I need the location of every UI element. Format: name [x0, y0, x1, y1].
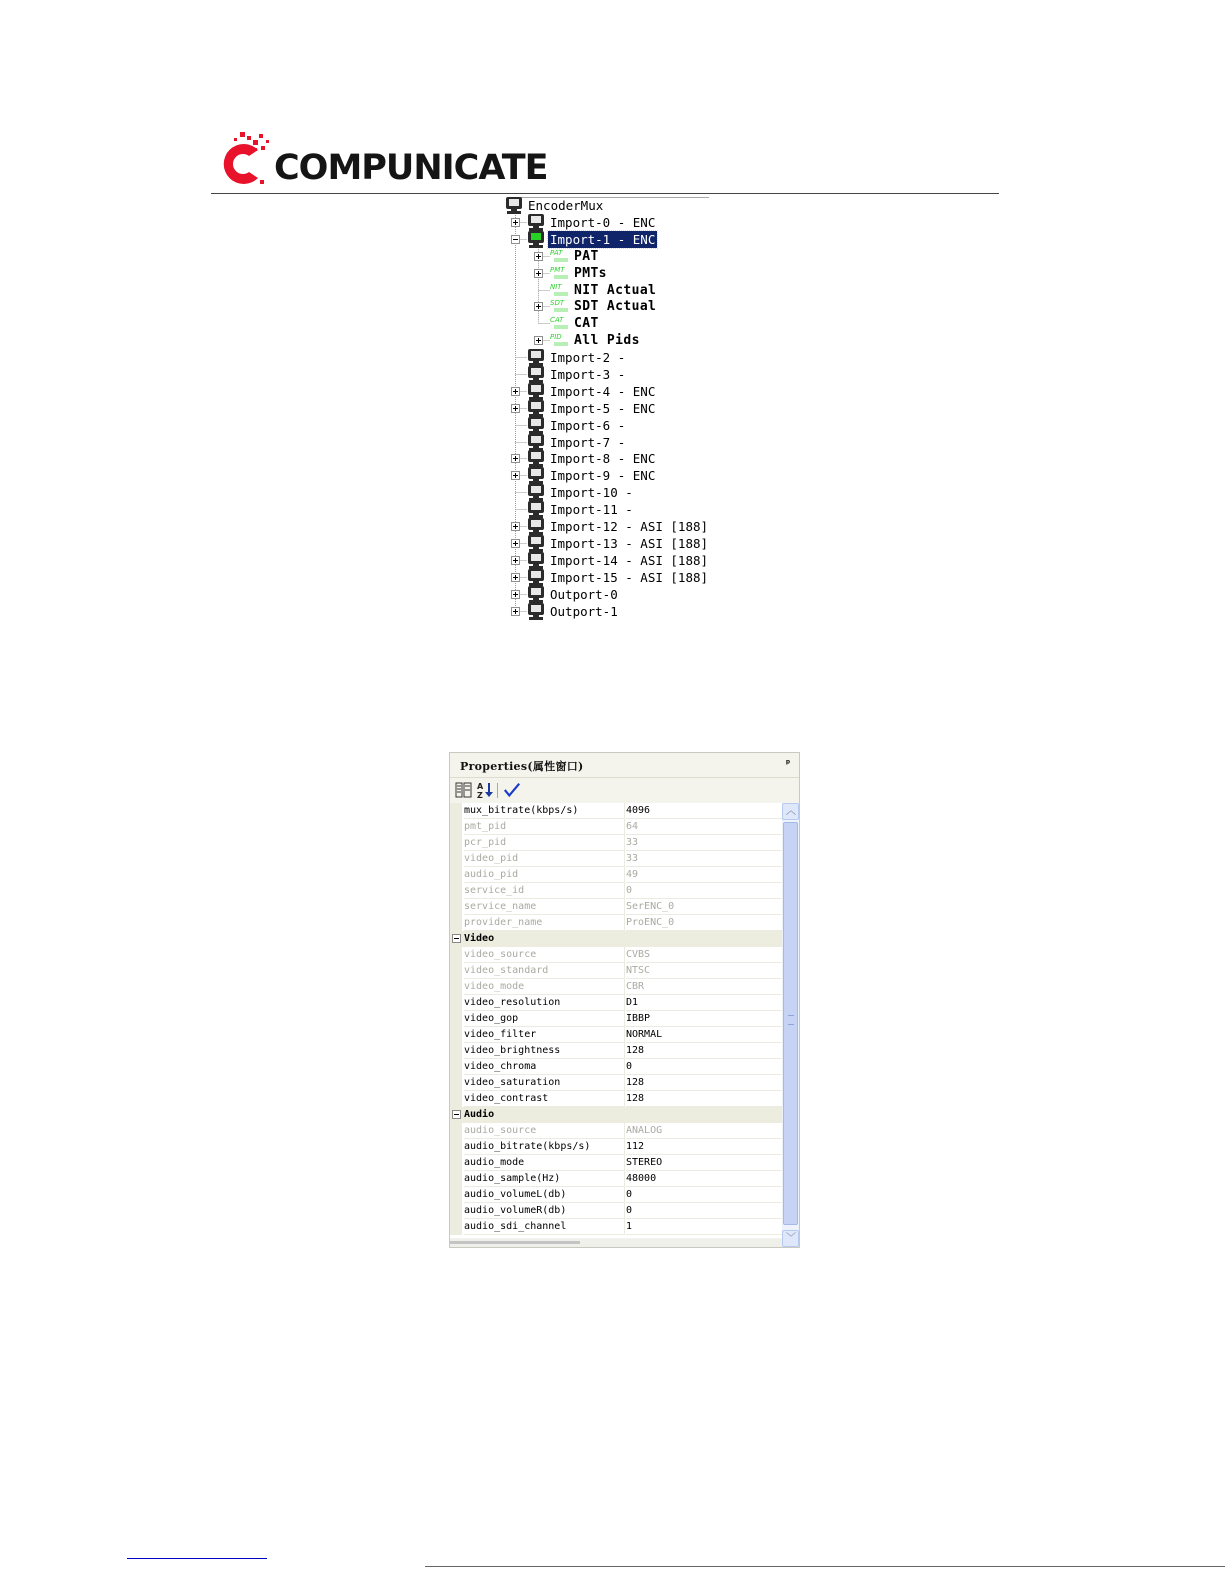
- properties-title: Properties(属性窗口): [460, 760, 584, 773]
- row-gutter: [450, 819, 462, 835]
- monitor-icon: [527, 467, 545, 484]
- tree-child-node[interactable]: [503, 315, 709, 332]
- monitor-icon: [527, 603, 545, 620]
- monitor-icon: [527, 501, 545, 518]
- property-row[interactable]: [450, 867, 782, 883]
- tree-node[interactable]: [503, 349, 709, 366]
- tree-node-label: Import-10 -: [550, 485, 633, 500]
- property-name: video_source: [464, 947, 625, 963]
- property-row[interactable]: [450, 1203, 782, 1219]
- property-name: pmt_pid: [464, 819, 625, 835]
- property-row[interactable]: [450, 1011, 782, 1027]
- monitor-icon: [527, 569, 545, 586]
- property-value[interactable]: D1: [626, 995, 782, 1011]
- property-value: SerENC_0: [626, 899, 782, 915]
- property-value[interactable]: STEREO: [626, 1155, 782, 1171]
- property-name: audio_pid: [464, 867, 625, 883]
- property-value[interactable]: 128: [626, 1075, 782, 1091]
- category-label: Video: [464, 933, 495, 944]
- tree-node-label: Import-12 - ASI [188]: [550, 519, 709, 534]
- tree-child-node[interactable]: [503, 282, 709, 299]
- property-name: video_pid: [464, 851, 625, 867]
- property-name: service_name: [464, 899, 625, 915]
- expand-plus-icon[interactable]: [511, 590, 520, 599]
- property-value: 64: [626, 819, 782, 835]
- tree-node[interactable]: [503, 569, 709, 586]
- tree-node-label: SDT Actual: [574, 299, 657, 314]
- logo-mark-icon: [214, 128, 274, 192]
- monitor-icon: [527, 552, 545, 569]
- tree-node[interactable]: [503, 603, 709, 620]
- property-row[interactable]: [450, 947, 782, 963]
- row-gutter: [450, 915, 462, 931]
- property-name: audio_volumeR(db): [464, 1203, 625, 1219]
- monitor-icon: [527, 586, 545, 603]
- property-name: mux_bitrate(kbps/s): [464, 803, 625, 819]
- property-row[interactable]: [450, 963, 782, 979]
- property-row[interactable]: [450, 1155, 782, 1171]
- property-row[interactable]: [450, 1043, 782, 1059]
- property-row[interactable]: [450, 1187, 782, 1203]
- property-value: CVBS: [626, 947, 782, 963]
- expand-plus-icon[interactable]: [534, 302, 543, 311]
- tree-node-label: Import-4 - ENC: [550, 384, 656, 399]
- expand-plus-icon[interactable]: [534, 269, 543, 278]
- expand-plus-icon[interactable]: [534, 336, 543, 345]
- tree-node-label: Import-7 -: [550, 435, 626, 450]
- row-gutter: [450, 995, 462, 1011]
- footer-link-underline: [127, 1558, 267, 1559]
- tree-node[interactable]: [503, 484, 709, 501]
- expand-plus-icon[interactable]: [511, 607, 520, 616]
- tree-node[interactable]: [503, 467, 709, 484]
- row-gutter: [450, 835, 462, 851]
- expand-plus-icon[interactable]: [511, 387, 520, 396]
- property-row[interactable]: [450, 915, 782, 931]
- property-value: 0: [626, 883, 782, 899]
- category-row[interactable]: [450, 1107, 782, 1123]
- property-value[interactable]: NORMAL: [626, 1027, 782, 1043]
- property-row[interactable]: [450, 835, 782, 851]
- row-gutter: [450, 947, 462, 963]
- row-gutter: [450, 963, 462, 979]
- row-gutter: [450, 1155, 462, 1171]
- property-name: audio_source: [464, 1123, 625, 1139]
- row-gutter: [450, 1027, 462, 1043]
- horizontal-scrollbar[interactable]: [450, 1239, 782, 1247]
- property-row[interactable]: [450, 819, 782, 835]
- tree-node[interactable]: [503, 552, 709, 569]
- table-icon: PID: [550, 333, 572, 347]
- table-icon: CAT: [550, 316, 572, 330]
- row-gutter: [450, 1043, 462, 1059]
- property-value: 33: [626, 835, 782, 851]
- table-icon: PAT: [550, 249, 572, 263]
- property-row[interactable]: [450, 883, 782, 899]
- expand-plus-icon[interactable]: [511, 404, 520, 413]
- property-row[interactable]: [450, 1123, 782, 1139]
- tree-node[interactable]: [503, 400, 709, 417]
- property-name: video_chroma: [464, 1059, 625, 1075]
- tree-node[interactable]: [503, 434, 709, 451]
- property-name: video_resolution: [464, 995, 625, 1011]
- property-name: video_brightness: [464, 1043, 625, 1059]
- property-row[interactable]: [450, 899, 782, 915]
- row-gutter: [450, 979, 462, 995]
- properties-title-bar: [450, 753, 799, 778]
- scroll-down-button[interactable]: [782, 1230, 799, 1247]
- expand-plus-icon[interactable]: [511, 539, 520, 548]
- alphabetical-sort-icon[interactable]: [476, 781, 494, 799]
- property-value[interactable]: IBBP: [626, 1011, 782, 1027]
- category-label: Audio: [464, 1109, 495, 1120]
- monitor-icon: [527, 450, 545, 467]
- row-gutter: [450, 803, 462, 819]
- table-icon: NIT: [550, 283, 572, 297]
- vertical-scrollbar[interactable]: [782, 803, 799, 1247]
- row-gutter: [450, 1123, 462, 1139]
- monitor-icon: [527, 417, 545, 434]
- tree-node[interactable]: [503, 231, 709, 248]
- properties-toolbar: [450, 778, 799, 802]
- property-row[interactable]: [450, 1219, 782, 1235]
- pin-icon[interactable]: ᵖ: [784, 757, 792, 770]
- property-value[interactable]: 0: [626, 1203, 782, 1219]
- monitor-icon: [527, 434, 545, 451]
- property-name: audio_sample(Hz): [464, 1171, 625, 1187]
- row-gutter: [450, 883, 462, 899]
- expand-plus-icon[interactable]: [511, 471, 520, 480]
- expand-plus-icon[interactable]: [534, 252, 543, 261]
- tree-node-label: Import-6 -: [550, 418, 626, 433]
- tree-node-label: Import-2 -: [550, 350, 626, 365]
- property-value: CBR: [626, 979, 782, 995]
- collapse-minus-icon[interactable]: [452, 1110, 461, 1119]
- tree-node-label: Import-0 - ENC: [550, 215, 656, 230]
- tree-node[interactable]: [503, 383, 709, 400]
- tree-node-label: Import-8 - ENC: [550, 451, 656, 466]
- scroll-up-button[interactable]: [782, 803, 799, 820]
- category-row[interactable]: [450, 931, 782, 947]
- tree-root-label: EncoderMux: [528, 198, 604, 213]
- tree-node[interactable]: [503, 518, 709, 535]
- collapse-minus-icon[interactable]: [511, 235, 520, 244]
- monitor-icon: [505, 197, 523, 214]
- row-gutter: [450, 1187, 462, 1203]
- header-divider: [211, 193, 999, 194]
- tree-node-label: Import-14 - ASI [188]: [550, 553, 709, 568]
- property-value: 33: [626, 851, 782, 867]
- tree-node-label: Outport-1: [550, 604, 618, 619]
- property-name: video_contrast: [464, 1091, 625, 1107]
- horizontal-scroll-thumb[interactable]: [450, 1241, 580, 1244]
- property-name: video_saturation: [464, 1075, 625, 1091]
- row-gutter: [450, 899, 462, 915]
- property-value[interactable]: 128: [626, 1091, 782, 1107]
- property-name: audio_volumeL(db): [464, 1187, 625, 1203]
- monitor-icon: [527, 214, 545, 231]
- property-row[interactable]: [450, 851, 782, 867]
- row-gutter: [450, 1219, 462, 1235]
- row-gutter: [450, 1203, 462, 1219]
- tree-node[interactable]: [503, 214, 709, 231]
- property-value: ANALOG: [626, 1123, 782, 1139]
- monitor-icon: [527, 349, 545, 366]
- tree-node-label: Import-5 - ENC: [550, 401, 656, 416]
- monitor-icon: [527, 231, 545, 248]
- property-value: 49: [626, 867, 782, 883]
- chevron-up-icon: ︿: [786, 806, 796, 817]
- property-value[interactable]: 112: [626, 1139, 782, 1155]
- table-icon: PMT: [550, 266, 572, 280]
- tree-node-label: Import-3 -: [550, 367, 626, 382]
- tree-node-label: Outport-0: [550, 587, 618, 602]
- tree-node-label: Import-11 -: [550, 502, 633, 517]
- property-row[interactable]: [450, 1091, 782, 1107]
- row-gutter: [450, 851, 462, 867]
- row-gutter: [450, 867, 462, 883]
- property-name: video_mode: [464, 979, 625, 995]
- row-gutter: [450, 1171, 462, 1187]
- tree-node[interactable]: [503, 535, 709, 552]
- tree-node-label: Import-9 - ENC: [550, 468, 656, 483]
- property-row[interactable]: [450, 1075, 782, 1091]
- svg-text:Z: Z: [477, 791, 483, 799]
- property-row[interactable]: [450, 1059, 782, 1075]
- tree-node-label: PMTs: [574, 266, 607, 281]
- tree-node-label: NIT Actual: [574, 283, 657, 298]
- property-name: video_filter: [464, 1027, 625, 1043]
- toolbar-separator: [497, 783, 498, 798]
- property-value[interactable]: 128: [626, 1043, 782, 1059]
- categorized-view-icon[interactable]: [455, 781, 473, 799]
- tree-child-node[interactable]: [503, 248, 709, 265]
- tree-node[interactable]: [503, 586, 709, 603]
- property-row[interactable]: [450, 1139, 782, 1155]
- footer-divider: [425, 1566, 1225, 1567]
- property-value[interactable]: 0: [626, 1059, 782, 1075]
- property-value[interactable]: 0: [626, 1187, 782, 1203]
- property-row[interactable]: [450, 1027, 782, 1043]
- expand-plus-icon[interactable]: [511, 556, 520, 565]
- tree-node[interactable]: [503, 450, 709, 467]
- property-name: pcr_pid: [464, 835, 625, 851]
- tree-node-label: CAT: [574, 316, 599, 331]
- monitor-icon: [527, 383, 545, 400]
- expand-plus-icon[interactable]: [511, 522, 520, 531]
- property-value[interactable]: 1: [626, 1219, 782, 1235]
- monitor-icon: [527, 366, 545, 383]
- property-row[interactable]: [450, 995, 782, 1011]
- monitor-icon: [527, 484, 545, 501]
- row-gutter: [450, 1011, 462, 1027]
- logo-text: COMPUNICATE: [274, 148, 548, 188]
- tree-child-node[interactable]: [503, 265, 709, 282]
- property-row[interactable]: [450, 1171, 782, 1187]
- monitor-icon: [527, 518, 545, 535]
- row-gutter: [450, 1059, 462, 1075]
- svg-text:A: A: [477, 782, 484, 791]
- table-icon: SDT: [550, 299, 572, 313]
- property-value[interactable]: 4096: [626, 803, 782, 819]
- tree-node[interactable]: [503, 501, 709, 518]
- scroll-thumb[interactable]: [783, 822, 798, 1225]
- tree-node-label: All Pids: [574, 333, 640, 348]
- row-gutter: [450, 1091, 462, 1107]
- monitor-icon: [527, 400, 545, 417]
- row-gutter: [450, 1139, 462, 1155]
- expand-plus-icon[interactable]: [511, 454, 520, 463]
- tree-node[interactable]: [503, 366, 709, 383]
- property-value[interactable]: 48000: [626, 1171, 782, 1187]
- tree-child-node[interactable]: [503, 332, 709, 349]
- property-value: NTSC: [626, 963, 782, 979]
- tree-node-label: Import-13 - ASI [188]: [550, 536, 709, 551]
- property-name: audio_mode: [464, 1155, 625, 1171]
- expand-plus-icon[interactable]: [511, 573, 520, 582]
- checkmark-icon[interactable]: [503, 781, 521, 799]
- property-name: service_id: [464, 883, 625, 899]
- property-value: ProENC_0: [626, 915, 782, 931]
- property-row[interactable]: [450, 979, 782, 995]
- property-row[interactable]: [450, 803, 782, 819]
- row-gutter: [450, 1075, 462, 1091]
- property-name: video_gop: [464, 1011, 625, 1027]
- property-name: video_standard: [464, 963, 625, 979]
- compunicate-logo: [214, 128, 554, 192]
- scroll-grip: [788, 1015, 794, 1025]
- tree-node-label: Import-1 - ENC: [550, 232, 656, 247]
- device-tree[interactable]: [503, 197, 709, 623]
- tree-node-label: PAT: [574, 249, 599, 264]
- expand-plus-icon[interactable]: [511, 218, 520, 227]
- collapse-minus-icon[interactable]: [452, 934, 461, 943]
- property-name: audio_sdi_channel: [464, 1219, 625, 1235]
- tree-node[interactable]: [503, 417, 709, 434]
- property-name: provider_name: [464, 915, 625, 931]
- properties-window: [449, 752, 800, 1248]
- tree-node-label: Import-15 - ASI [188]: [550, 570, 709, 585]
- property-name: audio_bitrate(kbps/s): [464, 1139, 625, 1155]
- tree-child-node[interactable]: [503, 298, 709, 315]
- property-grid[interactable]: [450, 803, 782, 1238]
- chevron-down-icon: ﹀: [786, 1233, 796, 1244]
- monitor-icon: [527, 535, 545, 552]
